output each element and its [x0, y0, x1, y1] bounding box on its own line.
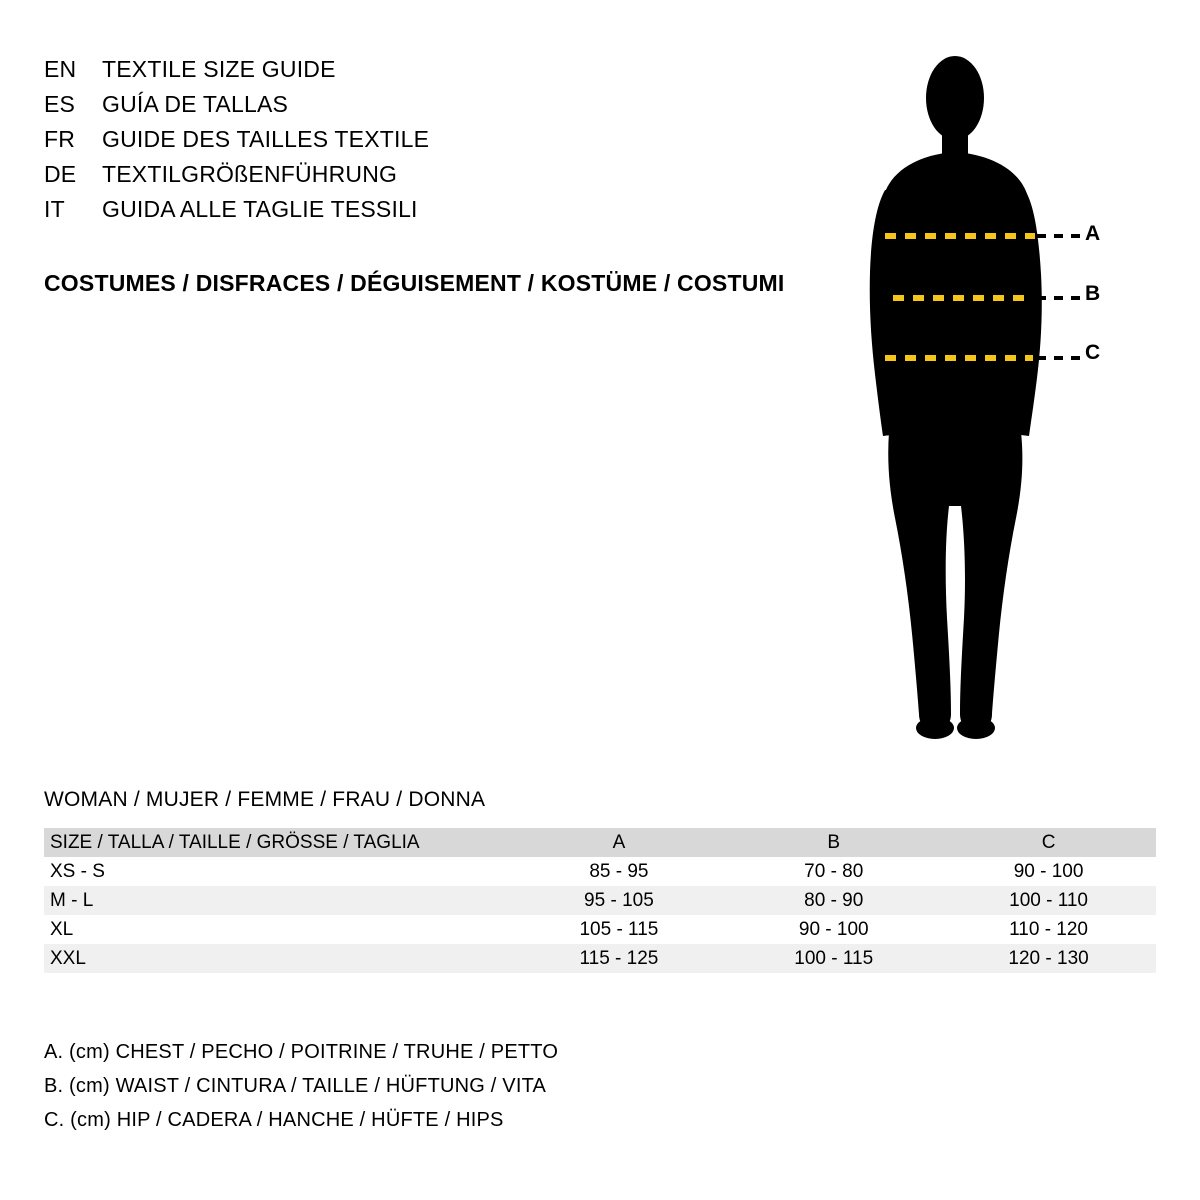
measure-label-c: C	[1085, 341, 1101, 364]
cell-chest: 105 - 115	[579, 918, 659, 940]
body-silhouette-icon	[845, 40, 1155, 740]
cell-hip: 90 - 100	[1013, 860, 1084, 882]
measure-label-a: A	[1085, 222, 1101, 245]
measurement-legend	[44, 1035, 558, 1137]
language-text-es: GUÍA DE TALLAS	[102, 91, 289, 117]
table-row	[44, 886, 1156, 915]
cell-hip: 110 - 120	[1009, 918, 1089, 940]
language-code-de: DE	[44, 161, 77, 187]
cell-size: XXL	[50, 947, 86, 969]
column-header-c: C	[1041, 831, 1056, 853]
language-code-it: IT	[44, 196, 65, 222]
legend-line-a: A. (cm) CHEST / PECHO / POITRINE / TRUHE / PETTO	[44, 1041, 559, 1063]
table-row	[44, 857, 1156, 886]
column-header-a: A	[612, 831, 626, 853]
legend-line-c: C. (cm) HIP / CADERA / HANCHE / HÜFTE / HIPS	[44, 1109, 504, 1131]
cell-hip: 100 - 110	[1009, 889, 1089, 911]
cell-chest: 95 - 105	[584, 889, 654, 911]
cell-hip: 120 - 130	[1008, 947, 1089, 969]
table-row	[44, 915, 1156, 944]
female-body-figure	[845, 40, 1155, 740]
table-header-row	[44, 828, 1156, 857]
cell-waist: 90 - 100	[798, 918, 869, 940]
language-row-de	[44, 161, 804, 196]
column-header-b: B	[827, 831, 841, 853]
table-row	[44, 944, 1156, 973]
cell-chest: 85 - 95	[589, 860, 649, 882]
language-text-fr: GUIDE DES TAILLES TEXTILE	[102, 126, 430, 152]
size-table	[44, 828, 1156, 973]
measure-label-b: B	[1085, 282, 1101, 305]
legend-line-b: B. (cm) WAIST / CINTURA / TAILLE / HÜFTUNG / VITA	[44, 1075, 547, 1097]
language-code-fr: FR	[44, 126, 76, 152]
cell-size: XS - S	[50, 860, 105, 882]
cell-size: XL	[50, 918, 74, 940]
language-code-es: ES	[44, 91, 76, 117]
language-title-block	[44, 56, 804, 231]
language-row-fr	[44, 126, 804, 161]
language-row-es	[44, 91, 804, 126]
table-group-title: WOMAN / MUJER / FEMME / FRAU / DONNA	[44, 788, 486, 811]
language-text-de: TEXTILGRÖßENFÜHRUNG	[102, 161, 398, 187]
cell-waist: 100 - 115	[794, 947, 874, 969]
cell-waist: 70 - 80	[804, 860, 864, 882]
column-header-size: SIZE / TALLA / TAILLE / GRÖSSE / TAGLIA	[50, 831, 420, 853]
language-text-en: TEXTILE SIZE GUIDE	[102, 56, 336, 82]
cell-chest: 115 - 125	[579, 947, 659, 969]
costumes-subtitle: COSTUMES / DISFRACES / DÉGUISEMENT / KOSTÜME / COSTUMI	[44, 270, 785, 296]
language-row-it	[44, 196, 804, 231]
language-code-en: EN	[44, 56, 77, 82]
cell-waist: 80 - 90	[804, 889, 864, 911]
language-text-it: GUIDA ALLE TAGLIE TESSILI	[102, 196, 418, 222]
cell-size: M - L	[50, 889, 94, 911]
language-row-en	[44, 56, 804, 91]
